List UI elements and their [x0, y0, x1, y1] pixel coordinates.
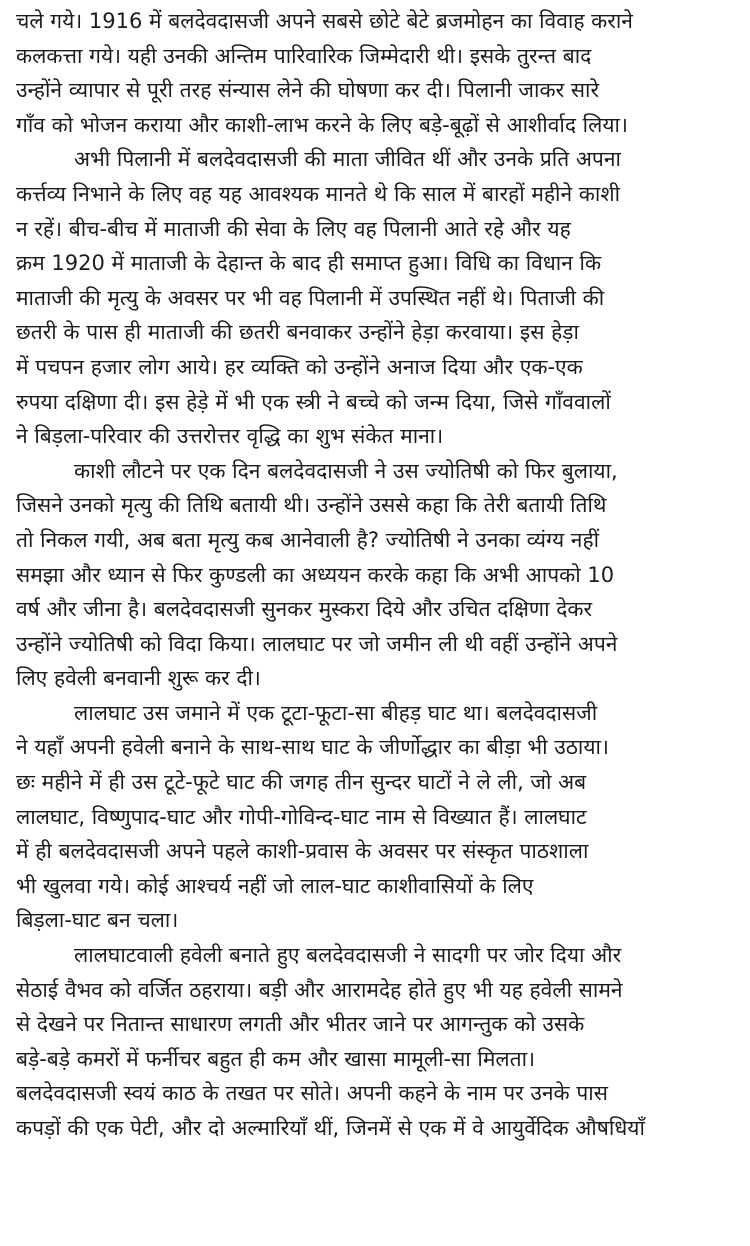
text-line: वर्ष और जीना है। बलदेवदासजी सुनकर मुस्करा दिये और उचित दक्षिणा देकर	[16, 597, 593, 622]
text-line: ने यहाँ अपनी हवेली बनाने के साथ-साथ घाट के जीर्णोद्धार का बीड़ा भी उठाया।	[16, 735, 609, 760]
text-line: क्रम 1920 में माताजी के देहान्त के बाद ही समाप्त हुआ। विधि का विधान कि	[16, 251, 602, 276]
text-line: लालघाट, विष्णुपाद-घाट और गोपी-गोविन्द-घाट नाम से विख्यात हैं। लालघाट	[16, 804, 587, 829]
text-line: कपड़ों की एक पेटी, और दो अल्मारियाँ थीं, जिनमें से एक में वे आयुर्वेदिक औषधियाँ	[16, 1116, 645, 1140]
text-line: सेठाई वैभव को वर्जित ठहराया। बड़ी और आरामदेह होते हुए भी यह हवेली सामने	[16, 977, 623, 1002]
text-line: भी खुलवा गये। कोई आश्चर्य नहीं जो लाल-घाट काशीवासियों के लिए	[16, 873, 534, 898]
text-line: में पचपन हजार लोग आये। हर व्यक्ति को उन्होंने अनाज दिया और एक-एक	[16, 354, 583, 379]
text-line: चले गये। 1916 में बलदेवदासजी अपने सबसे छोटे बेटे ब्रजमोहन का विवाह कराने	[16, 9, 633, 33]
text-line: कर्त्तव्य निभाने के लिए वह यह आवश्यक मानते थे कि साल में बारहों महीने काशी	[16, 181, 621, 206]
text-line: ने बिड़ला-परिवार की उत्तरोत्तर वृद्धि का शुभ संकेत माना।	[16, 424, 444, 449]
text-line: उन्होंने ज्योतिषी को विदा किया। लालघाट पर जो जमीन ली थी वहीं उन्होंने अपने	[16, 631, 618, 656]
paragraph-first-line: लालघाट उस जमाने में एक टूटा-फूटा-सा बीहड़ घाट था। बलदेवदासजी	[74, 700, 598, 725]
text-line: से देखने पर नितान्त साधारण लगती और भीतर जाने पर आगन्तुक को उसके	[16, 1012, 585, 1037]
text-line: कलकत्ता गये। यही उनकी अन्तिम पारिवारिक जिम्मेदारी थी। इसके तुरन्त बाद	[16, 43, 592, 68]
text-line: तो निकल गयी, अब बता मृत्यु कब आनेवाली है? ज्योतिषी ने उनका व्यंग्य नहीं	[16, 527, 600, 552]
paragraph-first-line: काशी लौटने पर एक दिन बलदेवदासजी ने उस ज्योतिषी को फिर बुलाया,	[74, 458, 618, 483]
text-line: बलदेवदासजी स्वयं काठ के तखत पर सोते। अपनी कहने के नाम पर उनके पास	[16, 1081, 608, 1106]
text-line: बड़े-बड़े कमरों में फर्नीचर बहुत ही कम और खासा मामूली-सा मिलता।	[16, 1046, 536, 1071]
text-line: छतरी के पास ही माताजी की छतरी बनवाकर उन्होंने हेड़ा करवाया। इस हेड़ा	[16, 320, 579, 345]
paragraph-first-line: अभी पिलानी में बलदेवदासजी की माता जीवित थीं और उनके प्रति अपना	[74, 147, 621, 172]
text-line: छः महीने में ही उस टूटे-फूटे घाट की जगह तीन सुन्दर घाटों ने ले ली, जो अब	[16, 770, 587, 795]
text-line: लिए हवेली बनवानी शुरू कर दी।	[16, 666, 261, 691]
text-line: माताजी की मृत्यु के अवसर पर भी वह पिलानी में उपस्थित नहीं थे। पिताजी की	[16, 285, 605, 310]
text-line: में ही बलदेवदासजी अपने पहले काशी-प्रवास के अवसर पर संस्कृत पाठशाला	[16, 839, 589, 864]
text-line: न रहें। बीच-बीच में माताजी की सेवा के लिए वह पिलानी आते रहे और यह	[16, 216, 571, 241]
paragraph-first-line: लालघाटवाली हवेली बनाते हुए बलदेवदासजी ने सादगी पर जोर दिया और	[74, 943, 622, 968]
text-line: बिड़ला-घाट बन चला।	[16, 908, 179, 933]
text-line: रुपया दक्षिणा दी। इस हेड़े में भी एक स्त्री ने बच्चे को जन्म दिया, जिसे गाँववालों	[16, 389, 611, 414]
text-line: जिसने उनको मृत्यु की तिथि बतायी थी। उन्होंने उससे कहा कि तेरी बतायी तिथि	[16, 493, 607, 518]
text-line: उन्होंने व्यापार से पूरी तरह संन्यास लेने की घोषणा कर दी। पिलानी जाकर सारे	[16, 78, 600, 103]
text-line: गाँव को भोजन कराया और काशी-लाभ करने के लिए बड़े-बूढ़ों से आशीर्वाद लिया।	[16, 112, 628, 137]
text-line: समझा और ध्यान से फिर कुण्डली का अध्ययन करके कहा कि अभी आपको 10	[16, 562, 615, 587]
